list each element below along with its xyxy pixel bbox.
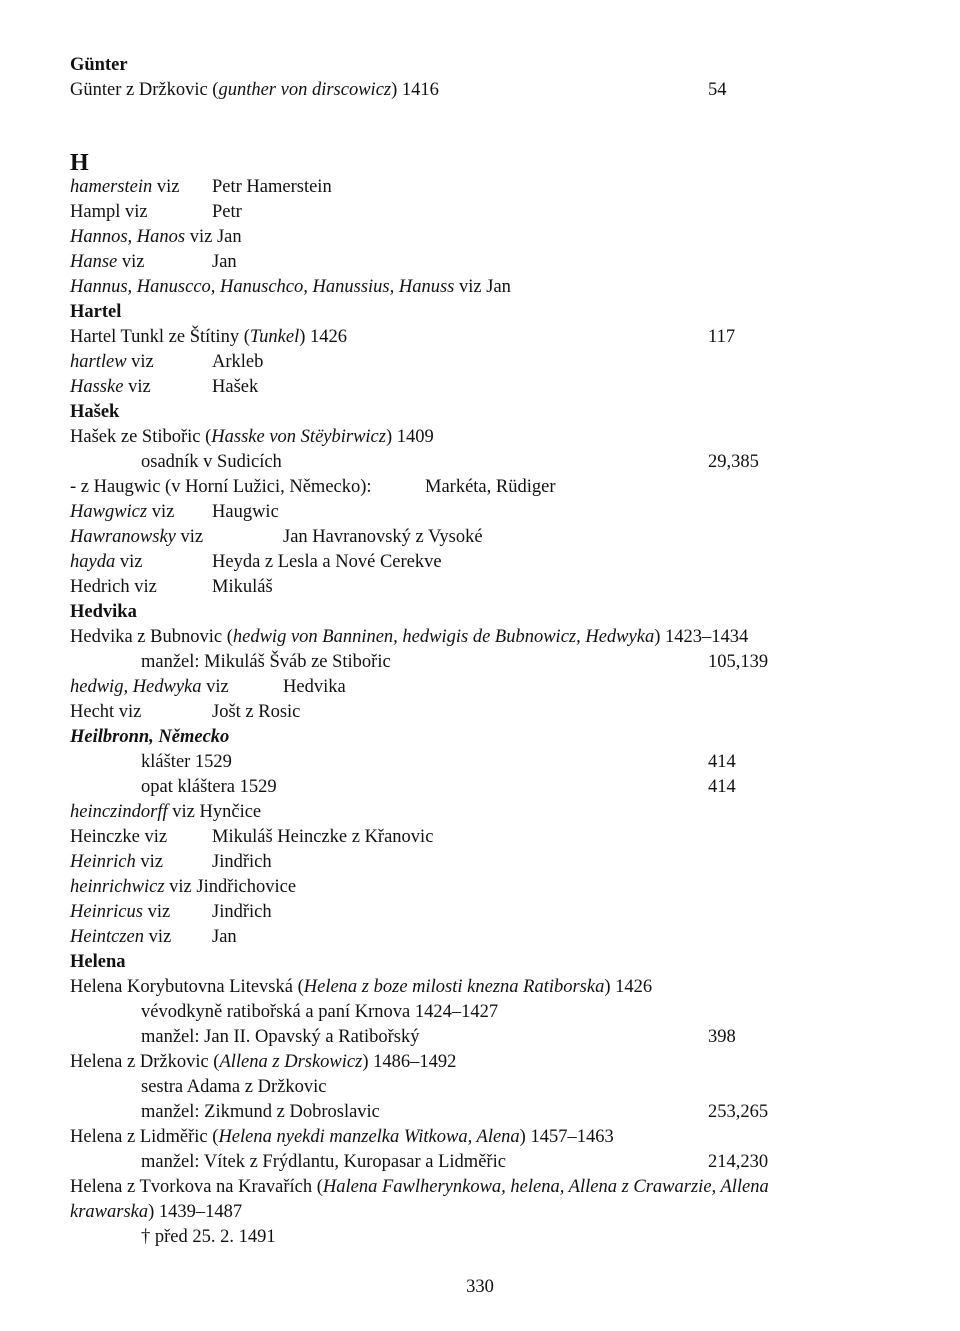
index-entry: Helena z Lidměřic (Helena nyekdi manzelka Witkowa, Alena) 1457–1463 bbox=[70, 1127, 614, 1147]
entry-detail: osadník v Sudicích 29,385 bbox=[141, 452, 759, 472]
cross-reference: hartlew viz Arkleb bbox=[70, 352, 264, 372]
index-entry: Helena z Držkovic (Allena z Drskowicz) 1486–1492 bbox=[70, 1052, 457, 1072]
entry-detail: manžel: Zikmund z Dobroslavic 253,265 bbox=[141, 1102, 769, 1122]
cross-reference: Hedrich viz Mikuláš bbox=[70, 577, 273, 597]
entry-detail: manžel: Mikuláš Šváb ze Stibořic 105,139 bbox=[141, 652, 769, 672]
page-reference: 105,139 bbox=[708, 652, 769, 672]
cross-reference: - z Haugwic (v Horní Lužici, Německo): Markéta, Rüdiger bbox=[70, 477, 556, 497]
cross-reference: Hanse viz Jan bbox=[70, 252, 237, 272]
page-reference: 54 bbox=[708, 80, 727, 100]
index-entry: Günter z Držkovic (gunther von dirscowicz) 1416 54 bbox=[70, 80, 727, 100]
cross-reference: heinrichwicz viz Jindřichovice bbox=[70, 877, 297, 897]
index-entry: Helena z Tvorkova na Kravařích (Halena Fawlherynkowa, helena, Allena z Crawarzie, Allena bbox=[70, 1177, 769, 1197]
cross-reference: heinczindorff viz Hynčice bbox=[70, 802, 262, 822]
page-number: 330 bbox=[466, 1277, 494, 1297]
cross-reference: Hawgwicz viz Haugwic bbox=[70, 502, 279, 522]
cross-reference: Hasske viz Hašek bbox=[70, 377, 259, 397]
page-reference: 253,265 bbox=[708, 1102, 769, 1122]
cross-reference: Heintczen viz Jan bbox=[70, 927, 237, 947]
index-entry: Hartel Tunkl ze Štítiny (Tunkel) 1426 117 bbox=[70, 327, 736, 347]
entry-detail: sestra Adama z Držkovic bbox=[141, 1077, 327, 1097]
cross-reference: Hannus, Hanuscco, Hanuschco, Hanussius, Hanuss viz Jan bbox=[70, 277, 511, 297]
cross-reference: Hampl viz Petr bbox=[70, 202, 242, 222]
entry-heading-helena: Helena bbox=[70, 952, 126, 972]
cross-reference: hamerstein viz Petr Hamerstein bbox=[70, 177, 332, 197]
entry-detail: klášter 1529 414 bbox=[141, 752, 736, 772]
entry-heading-heilbronn: Heilbronn, Německo bbox=[70, 727, 230, 747]
cross-reference: hayda viz Heyda z Lesla a Nové Cerekve bbox=[70, 552, 442, 572]
cross-reference: Heinricus viz Jindřich bbox=[70, 902, 272, 922]
page-reference: 29,385 bbox=[708, 452, 759, 472]
index-entry: Hašek ze Stibořic (Hasske von Stëybirwicz) 1409 bbox=[70, 427, 434, 447]
entry-detail: opat kláštera 1529 414 bbox=[141, 777, 736, 797]
entry-heading-hedvika: Hedvika bbox=[70, 602, 137, 622]
index-entry-continuation: krawarska) 1439–1487 bbox=[70, 1202, 243, 1222]
page-reference: 117 bbox=[708, 327, 736, 347]
entry-heading-hartel: Hartel bbox=[70, 302, 122, 322]
cross-reference: Heinczke viz Mikuláš Heinczke z Křanovic bbox=[70, 827, 434, 847]
entry-detail: † před 25. 2. 1491 bbox=[141, 1227, 276, 1247]
entry-heading-gunter: Günter bbox=[70, 55, 128, 75]
cross-reference: Heinrich viz Jindřich bbox=[70, 852, 272, 872]
page-reference: 398 bbox=[708, 1027, 736, 1047]
page-reference: 214,230 bbox=[708, 1152, 769, 1172]
entry-detail: manžel: Jan II. Opavský a Ratibořský 398 bbox=[141, 1027, 736, 1047]
cross-reference: hedwig, Hedwyka viz Hedvika bbox=[70, 677, 346, 697]
index-entry: Helena Korybutovna Litevská (Helena z boze milosti knezna Ratiborska) 1426 bbox=[70, 977, 653, 997]
cross-reference: Hannos, Hanos viz Jan bbox=[70, 227, 242, 247]
page-reference: 414 bbox=[708, 752, 736, 772]
index-entry: Hedvika z Bubnovic (hedwig von Banninen, hedwigis de Bubnowicz, Hedwyka) 1423–1434 bbox=[70, 627, 749, 647]
entry-heading-hasek: Hašek bbox=[70, 402, 120, 422]
page-reference: 414 bbox=[708, 777, 736, 797]
entry-detail: vévodkyně ratibořská a paní Krnova 1424–1427 bbox=[141, 1002, 499, 1022]
section-letter-h: H bbox=[70, 150, 89, 176]
cross-reference: Hecht viz Jošt z Rosic bbox=[70, 702, 301, 722]
entry-detail: manžel: Vítek z Frýdlantu, Kuropasar a Lidměřic 214,230 bbox=[141, 1152, 769, 1172]
cross-reference: Hawranowsky viz Jan Havranovský z Vysoké bbox=[70, 527, 483, 547]
